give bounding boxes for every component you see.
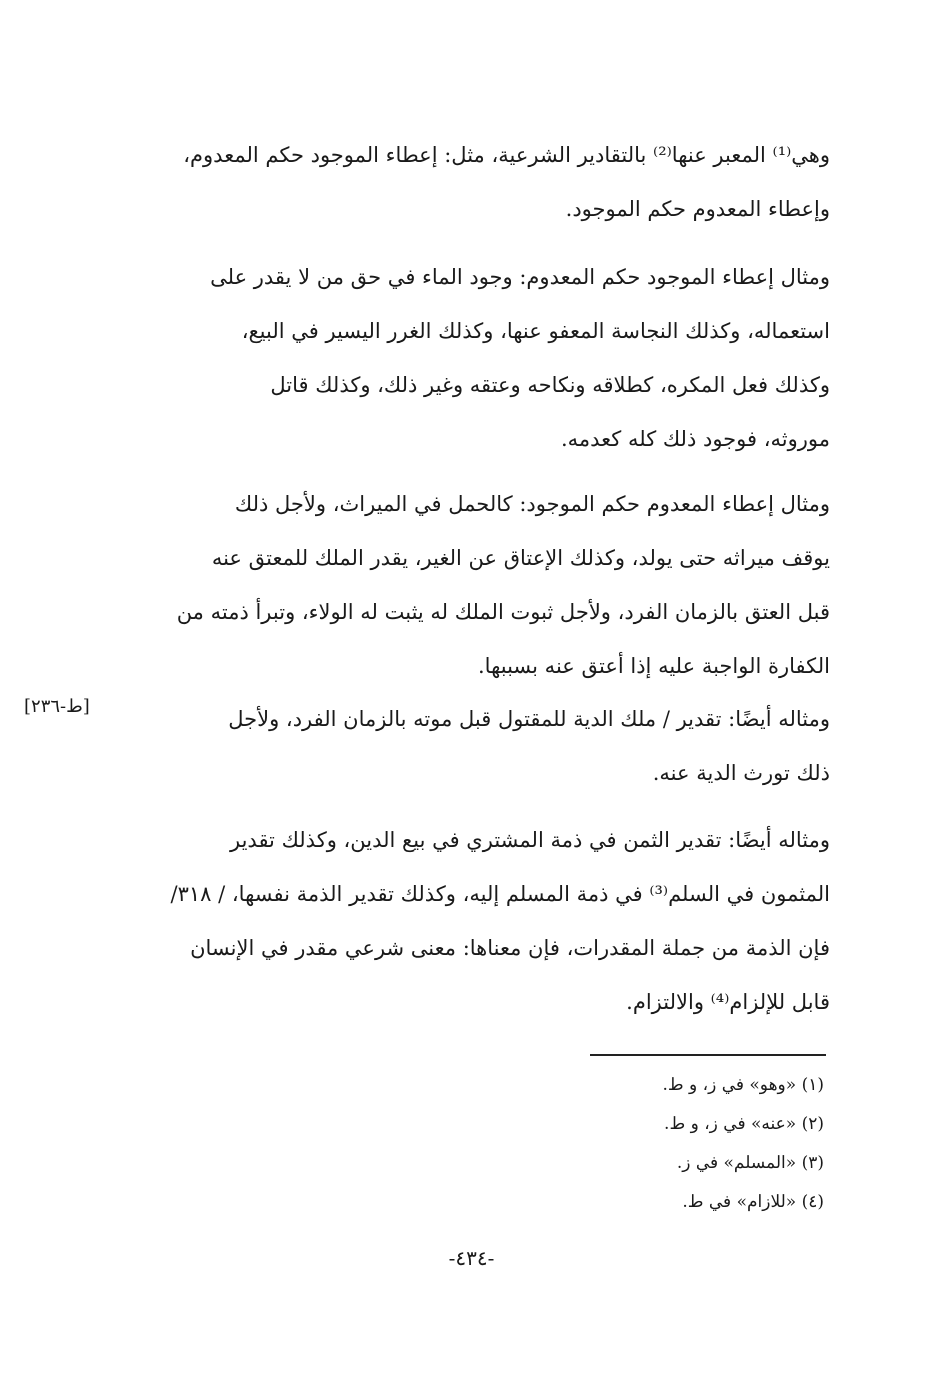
footnote: (٢) «عنه» في ز، و ط. [664,1114,824,1134]
text-line: وهي⁽¹⁾ المعبر عنها⁽²⁾ بالتقادير الشرعية، مثل: إعطاء الموجود حكم المعدوم، [183,143,830,167]
text-line: فإن الذمة من جملة المقدرات، فإن معناها: معنى شرعي مقدر في الإنسان [190,936,830,960]
footnote-divider [590,1054,826,1056]
footnote: (٣) «المسلم» في ز. [676,1153,824,1173]
footnotes [424,1066,824,1222]
text-line: المثمون في السلم⁽³⁾ في ذمة المسلم إليه، وكذلك تقدير الذمة نفسها، / ٣١٨/ [170,882,830,906]
page-number: -٤٣٤- [448,1246,495,1270]
paragraph-3 [114,477,830,693]
text-line: يوقف ميراثه حتى يولد، وكذلك الإعتاق عن الغير، يقدر الملك للمعتق عنه [211,546,830,570]
text-line: استعماله، وكذلك النجاسة المعفو عنها، وكذلك الغرر اليسير في البيع، [241,319,830,343]
margin-page-reference: [ط-٢٣٦] [24,696,90,717]
paragraph-5 [114,813,830,1029]
text-line: ومثاله أيضًا: تقدير الثمن في ذمة المشتري في بيع الدين، وكذلك تقدير [229,828,830,852]
text-line: ومثال إعطاء الموجود حكم المعدوم: وجود الماء في حق من لا يقدر على [210,265,830,289]
text-line: ومثاله أيضًا: تقدير / ملك الدية للمقتول قبل موته بالزمان الفرد، ولأجل [228,707,830,731]
text-line: قبل العتق بالزمان الفرد، ولأجل ثبوت الملك له يثبت له الولاء، وتبرأ ذمته من [176,600,830,624]
text-line: الكفارة الواجبة عليه إذا أعتق عنه بسببها. [478,654,830,678]
paragraph-2 [114,250,830,466]
text-line: موروثه، فوجود ذلك كله كعدمه. [560,427,830,451]
text-line: ومثال إعطاء المعدوم حكم الموجود: كالحمل في الميراث، ولأجل ذلك [234,492,830,516]
text-line: وإعطاء المعدوم حكم الموجود. [565,197,830,221]
text-line: ذلك تورث الدية عنه. [652,761,830,785]
footnote: (١) «وهو» في ز، و ط. [662,1075,824,1095]
paragraph-1 [114,128,830,236]
footnote: (٤) «للازام» في ط. [682,1192,824,1212]
text-line: وكذلك فعل المكره، كطلاقه ونكاحه وعتقه وغير ذلك، وكذلك قاتل [270,373,830,397]
paragraph-4 [114,692,830,800]
text-line: قابل للإلزام⁽⁴⁾ والالتزام. [626,990,830,1014]
